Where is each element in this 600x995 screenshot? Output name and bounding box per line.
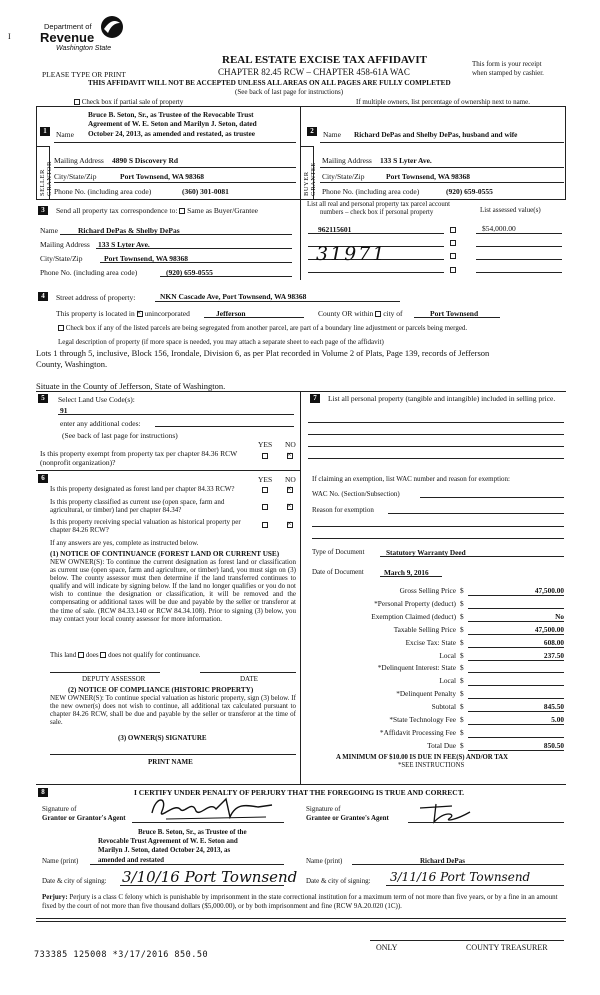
doc-type-label: Type of Document — [312, 548, 365, 556]
tax-row-currency: $ — [460, 625, 464, 634]
personal-property-label: List all personal property (tangible and intangible) included in selling price. — [328, 394, 556, 403]
historic-question: Is this property receiving special valuation as historical property per chapter 84.26 RCW? — [50, 518, 241, 534]
historic-yes-checkbox[interactable] — [262, 522, 268, 528]
city-of-label: city of — [383, 309, 403, 318]
tax-row-label: *Affidavit Processing Fee — [379, 728, 456, 737]
tax-row-label: *State Technology Fee — [389, 715, 456, 724]
corr-phone-label: Phone No. (including area code) — [40, 268, 138, 277]
tax-row-currency: $ — [460, 676, 464, 685]
section-2-number: 2 — [307, 127, 317, 136]
tax-row — [308, 741, 564, 752]
tax-row-value: 47,500.00 — [534, 586, 564, 595]
yes-header-6: YES — [258, 475, 273, 484]
grantee-name-print-label: Name (print) — [306, 857, 343, 865]
wac-label: WAC No. (Section/Subsection) — [312, 490, 400, 498]
seller-side-text: SELLER GRANTOR — [39, 161, 53, 196]
seller-phone: (360) 301-0081 — [182, 187, 229, 196]
located-in-label: This property is located in — [56, 309, 135, 318]
seller-city: Port Townsend, WA 98368 — [120, 172, 205, 181]
tax-row — [308, 676, 564, 687]
tax-row — [308, 586, 564, 597]
grantor-name-print-label: Name (print) — [42, 857, 79, 865]
tax-row-label: Local — [439, 676, 456, 685]
notice-2-title: (2) NOTICE OF COMPLIANCE (HISTORIC PROPERTY) — [68, 686, 254, 694]
see-instructions: *SEE INSTRUCTIONS — [398, 762, 465, 769]
current-use-yes-checkbox[interactable] — [262, 504, 268, 510]
form-see-back: (See back of last page for instructions) — [235, 88, 344, 96]
segregated-row — [58, 324, 467, 332]
within-city-checkbox[interactable] — [375, 311, 381, 317]
tax-row-currency: $ — [460, 702, 464, 711]
tax-row — [308, 663, 564, 674]
tax-row-label: *Delinquent Penalty — [396, 689, 456, 698]
tax-row-value: 845.50 — [543, 702, 564, 711]
tax-row-currency: $ — [460, 586, 464, 595]
tax-row-value: 850.50 — [543, 741, 564, 750]
tax-row-currency: $ — [460, 728, 464, 737]
buyer-mailing: 133 S Lyter Ave. — [380, 156, 432, 165]
unincorporated-label: unincorporated — [144, 309, 190, 318]
corr-mailing: 133 S Lyter Ave. — [98, 240, 150, 249]
tax-row — [308, 612, 564, 623]
tax-row-currency: $ — [460, 715, 464, 724]
form-title: REAL ESTATE EXCISE TAX AFFIDAVIT — [222, 54, 427, 66]
doc-type: Statutory Warranty Deed — [386, 548, 466, 557]
partial-sale-checkbox[interactable] — [74, 99, 80, 105]
grantee-date-label: Date & city of signing: — [306, 877, 371, 885]
does-not-checkbox[interactable] — [100, 652, 106, 658]
tax-row-currency: $ — [460, 741, 464, 750]
deputy-assessor-label: DEPUTY ASSESSOR — [82, 675, 146, 683]
owner-signature-label: (3) OWNER(S) SIGNATURE — [118, 734, 207, 742]
doc-date-label: Date of Document — [312, 568, 364, 576]
notice-2-text: NEW OWNER(S): To continue special valuation as historic property, sign (3) below. If the new owner(s) does not wish to continue, all additional tax calculated pursuant to chapter 84.26 RCW, shall be due and payable by the seller or transferor at the time of sale. — [50, 694, 296, 727]
city-name: Port Townsend — [430, 309, 479, 318]
tax-row-label: Excise Tax: State — [405, 638, 456, 647]
minimum-note: A MINIMUM OF $10.00 IS DUE IN FEE(S) AND/OR TAX — [336, 754, 509, 761]
partial-sale-checkbox-row[interactable] — [74, 98, 183, 106]
reason-label: Reason for exemption — [312, 506, 374, 514]
form-chapter: CHAPTER 82.45 RCW – CHAPTER 458-61A WAC — [218, 67, 410, 77]
legal-label: Legal description of property (if more space is needed, you may attach a separate sheet to each page of the affidavit) — [58, 338, 384, 346]
county-or-row — [318, 309, 403, 318]
seller-name-line-3: October 24, 2013, as amended and restated, as trustee — [88, 129, 255, 138]
current-use-no-checkbox[interactable] — [287, 504, 293, 510]
tax-row-currency: $ — [460, 612, 464, 621]
segregated-label: Check box if any of the listed parcels are being segregated from another parcel, are part of a boundary line adjustment or parcels being merged. — [65, 324, 468, 332]
notice-1-text: NEW OWNER(S): To continue the current designation as forest land or classification as current use (open space, farm and agriculture, or timber) land, you must sign on (3) below. The county assessor must then determine if the land transferred continues to qualify and will indicate by signing below. If the land no longer qualifies or you do not wish to continue the designation or classification, it will be removed and the compensating or additional taxes will be due and payable by the seller or transferor at the time of sale. (RCW 84.33.140 or RCW 84.34.108). Prior to signing (3) below, you may contact your local county assessor for more information. — [50, 558, 296, 623]
tax-row-label: Taxable Selling Price — [393, 625, 456, 634]
grantee-sig-label-1: Signature of — [306, 805, 341, 813]
current-use-question: Is this property classified as current use (open space, farm and agricultural, or timber) land per chapter 84.34? — [50, 498, 225, 514]
section-6-number: 6 — [38, 474, 48, 483]
multiple-owners-note: If multiple owners, list percentage of ownership next to name. — [356, 98, 530, 106]
tax-row-label: Gross Selling Price — [399, 586, 456, 595]
receipt-note-1: This form is your receipt — [472, 60, 542, 68]
parcel-1-personal-checkbox[interactable] — [450, 227, 456, 233]
grantor-print-line-3: Marilyn J. Seton, dated October 24, 2013, as — [98, 846, 231, 854]
buyer-name-label: Name — [323, 130, 341, 139]
grantee-signature — [416, 800, 476, 824]
tax-row-label: *Delinquent Interest: State — [377, 663, 456, 672]
grantor-print-line-1: Bruce B. Seton, Sr., as Trustee of the — [138, 828, 247, 836]
parcel-header-2: numbers – check box if personal property — [320, 209, 434, 216]
buyer-mailing-label: Mailing Address — [322, 156, 372, 165]
legal-line-2: County, Washington. — [36, 359, 108, 369]
tax-row-label: Subtotal — [431, 702, 456, 711]
seller-name-label: Name — [56, 130, 74, 139]
grantor-date-label: Date & city of signing: — [42, 877, 107, 885]
seller-city-label: City/State/Zip — [54, 172, 97, 181]
tax-row-value: 47,500.00 — [534, 625, 564, 634]
legal-line-1: Lots 1 through 5, inclusive, Block 156, Irondale, Division 6, as per Plat recorded in Volume 2 of Plats, Page 139, records of Jefferson — [36, 348, 490, 358]
parcel-header-1: List all real and personal property tax parcel account — [307, 201, 451, 208]
does-label: does — [85, 651, 99, 659]
buyer-name: Richard DePas and Shelby DePas, husband and wife — [354, 130, 518, 139]
tax-row-currency: $ — [460, 638, 464, 647]
correspondence-header-text: Send all property tax correspondence to: — [56, 206, 178, 215]
form-warning: THIS AFFIDAVIT WILL NOT BE ACCEPTED UNLESS ALL AREAS ON ALL PAGES ARE FULLY COMPLETED — [88, 79, 451, 87]
tax-row-currency: $ — [460, 599, 464, 608]
no-header-5: NO — [285, 440, 296, 449]
perjury-text: Perjury is a class C felony which is punishable by imprisonment in the state correctional institution for a maximum term of not more than five years, or by a fine in an amount fixed by the court of not more than five thousand dollars ($5,000.00), or by both imprisonment and fine (RCW 9A.20.020 (1C)). — [42, 893, 558, 910]
perjury-note — [42, 893, 564, 911]
tax-row-label: Exemption Claimed (deduct) — [371, 612, 456, 621]
buyer-phone: (920) 659-0555 — [446, 187, 493, 196]
certify-statement: I CERTIFY UNDER PENALTY OF PERJURY THAT THE FOREGOING IS TRUE AND CORRECT. — [134, 788, 465, 797]
forest-yes-checkbox[interactable] — [262, 487, 268, 493]
corr-city-label: City/State/Zip — [40, 254, 83, 263]
logo-line-3: Washington State — [56, 45, 112, 52]
forest-question: Is this property designated as forest land per chapter 84.33 RCW? — [50, 485, 235, 493]
this-land-label: This land — [50, 651, 77, 659]
tax-row-value: 5.00 — [551, 715, 564, 724]
same-as-buyer-label: Same as Buyer/Grantee — [187, 206, 258, 215]
seller-phone-label: Phone No. (including area code) — [54, 187, 152, 196]
grantee-date-city: 3/11/16 Port Townsend — [390, 870, 531, 884]
parcel-4-personal-checkbox[interactable] — [450, 267, 456, 273]
if-yes-note: If any answers are yes, complete as instructed below. — [50, 539, 199, 547]
tax-row-currency: $ — [460, 651, 464, 660]
does-not-label: does not qualify for continuance. — [108, 651, 201, 659]
additional-codes-label: enter any additional codes: — [60, 419, 141, 428]
logo-line-2: Revenue — [40, 30, 95, 45]
tax-row — [308, 728, 564, 739]
corr-city: Port Townsend, WA 98368 — [104, 254, 189, 263]
tax-row — [308, 651, 564, 662]
this-land-row — [50, 651, 200, 659]
grantor-date-city: 3/10/16 Port Townsend — [122, 868, 298, 886]
grantor-sig-label-2: Grantor or Grantor's Agent — [42, 814, 126, 822]
section-1-number: 1 — [40, 127, 50, 136]
tax-row — [308, 599, 564, 610]
tax-row-currency: $ — [460, 663, 464, 672]
corr-name-label: Name — [40, 226, 58, 235]
receipt-stamp: 733385 125008 *3/17/2016 850.50 — [34, 950, 209, 960]
correspondence-header — [56, 206, 258, 215]
forest-no-checkbox[interactable] — [287, 487, 293, 493]
buyer-city-label: City/State/Zip — [322, 172, 365, 181]
section-4-number: 4 — [38, 292, 48, 301]
section-3-number: 3 — [38, 206, 48, 215]
tax-row-value: 237.50 — [543, 651, 564, 660]
partial-sale-label: Check box if partial sale of property — [81, 98, 184, 106]
notice-1-title: (1) NOTICE OF CONTINUANCE (FOREST LAND OR CURRENT USE) — [50, 550, 280, 558]
exempt-no-checkbox[interactable] — [287, 453, 293, 459]
county-or-label: County OR within — [318, 309, 374, 318]
wa-swoosh-icon — [98, 14, 126, 40]
no-header-6: NO — [285, 475, 296, 484]
only-label: ONLY — [376, 943, 398, 952]
seller-mailing-label: Mailing Address — [54, 156, 104, 165]
grantor-signature — [146, 793, 276, 823]
does-checkbox[interactable] — [78, 652, 84, 658]
exempt-yes-checkbox[interactable] — [262, 453, 268, 459]
street-address: NKN Cascade Ave, Port Townsend, WA 98368 — [160, 292, 307, 301]
street-label: Street address of property: — [56, 293, 136, 302]
county-treasurer-label: COUNTY TREASURER — [466, 943, 548, 952]
tax-row-label: Local — [439, 651, 456, 660]
buyer-side-text: BUYER GRANTEE — [303, 162, 317, 196]
buyer-phone-label: Phone No. (including area code) — [322, 187, 420, 196]
corr-mailing-label: Mailing Address — [40, 240, 90, 249]
land-use-label: Select Land Use Code(s): — [58, 395, 135, 404]
buyer-city: Port Townsend, WA 98368 — [386, 172, 471, 181]
segregated-checkbox[interactable] — [58, 325, 64, 331]
located-row — [56, 309, 190, 318]
county-name: Jefferson — [216, 309, 246, 318]
exemption-label: If claiming an exemption, list WAC number and reason for exemption: — [312, 475, 510, 483]
parcel-3-personal-checkbox[interactable] — [450, 253, 456, 259]
assessed-header: List assessed value(s) — [480, 206, 541, 214]
same-as-buyer-checkbox[interactable] — [179, 208, 185, 214]
section-7-number: 7 — [310, 394, 320, 403]
print-name-label: PRINT NAME — [148, 758, 193, 766]
tax-row — [308, 715, 564, 726]
margin-mark: I — [8, 32, 11, 41]
corr-name: Richard DePas & Shelby DePas — [78, 226, 180, 235]
tax-row-label: Total Due — [427, 741, 456, 750]
tax-row — [308, 702, 564, 713]
tax-row — [308, 689, 564, 700]
perjury-label: Perjury: — [42, 893, 68, 901]
historic-no-checkbox[interactable] — [287, 522, 293, 528]
exempt-question: Is this property exempt from property tax per chapter 84.36 RCW (nonprofit organization)? — [40, 449, 238, 467]
tax-row — [308, 625, 564, 636]
seller-name-line-2: Agreement of W. E. Seton and Marilyn J. Seton, dated — [88, 119, 257, 128]
grantor-print-line-2: Revocable Trust Agreement of W. E. Seton and — [98, 837, 238, 845]
tax-row-label: *Personal Property (deduct) — [374, 599, 456, 608]
please-type: PLEASE TYPE OR PRINT — [42, 70, 126, 79]
grantor-sig-label-1: Signature of — [42, 805, 77, 813]
parcel-handwritten: 31971 — [316, 243, 387, 265]
assessed-value: $54,000.00 — [482, 224, 516, 233]
legal-line-3: Situate in the County of Jefferson, State of Washington. — [36, 381, 226, 391]
section-8-number: 8 — [38, 788, 48, 797]
seller-mailing: 4890 S Discovery Rd — [112, 156, 179, 165]
seller-name-line-1: Bruce B. Seton, Sr., as Trustee of the Revocable Trust — [88, 110, 254, 119]
tax-row-currency: $ — [460, 689, 464, 698]
doc-date: March 9, 2016 — [384, 568, 429, 577]
unincorporated-checkbox[interactable] — [137, 311, 143, 317]
parcel-2-personal-checkbox[interactable] — [450, 240, 456, 246]
yes-header-5: YES — [258, 440, 273, 449]
tax-row-value: 608.00 — [543, 638, 564, 647]
tax-row-value: No — [555, 612, 564, 621]
logo-line-1: Department of — [44, 22, 92, 31]
parcel-number: 962115601 — [318, 225, 352, 234]
tax-row — [308, 638, 564, 649]
see-back-5: (See back of last page for instructions) — [62, 431, 178, 440]
section-5-number: 5 — [38, 394, 48, 403]
receipt-note-2: when stamped by cashier. — [472, 69, 544, 77]
land-use-code: 91 — [60, 406, 68, 415]
grantee-print: Richard DePas — [420, 857, 465, 865]
date-label: DATE — [240, 675, 258, 683]
grantee-sig-label-2: Grantee or Grantee's Agent — [306, 814, 389, 822]
grantor-print-last: amended and restated — [98, 856, 164, 864]
corr-phone: (920) 659-0555 — [166, 268, 213, 277]
